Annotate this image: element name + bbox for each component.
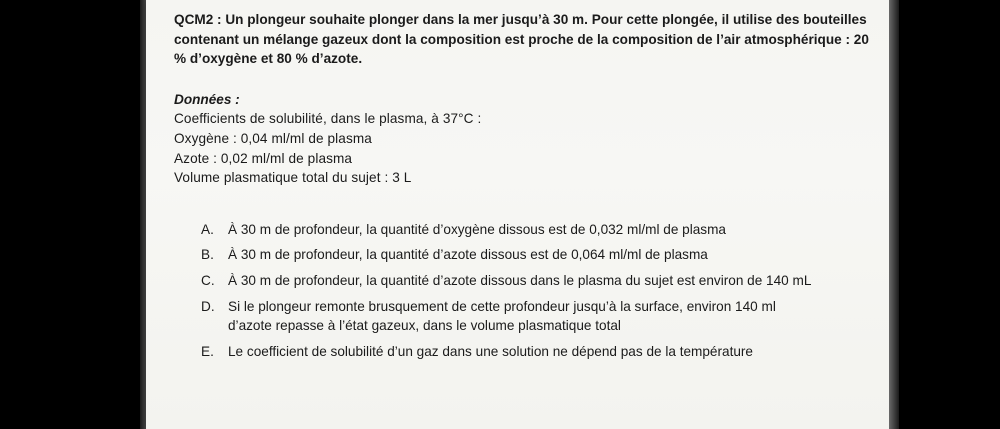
option-letter: A. <box>201 221 214 237</box>
donnees-heading: Données : <box>174 91 240 107</box>
donnees-line-volume: Volume plasmatique total du sujet : 3 L <box>174 170 412 186</box>
question-statement: QCM2 : Un plongeur souhaite plonger dans la mer jusqu’à 30 m. Pour cette plongée, il utilise des bouteilles contenant un mélange gazeux dont la composition est proche de la composition de l’air atmosphérique : 20 % d’oxygène et 80 % d’azote. <box>174 12 869 67</box>
donnees-line-solubility: Coefficients de solubilité, dans le plasma, à 37°C : <box>174 111 482 127</box>
option-letter: B. <box>201 247 214 263</box>
exam-question <box>174 10 874 367</box>
page-shadow-right <box>889 0 899 429</box>
option-text: Si le plongeur remonte brusquement de cette profondeur jusqu’à la surface, environ 140 ml d’azote repasse à l’état gazeux, dans le volume plasmatique total <box>228 298 776 334</box>
answer-option-b <box>174 245 874 265</box>
option-text: À 30 m de profondeur, la quantité d’azote dissous est de 0,064 ml/ml de plasma <box>228 247 708 263</box>
option-letter: E. <box>201 343 214 359</box>
option-text: Le coefficient de solubilité d’un gaz dans une solution ne dépend pas de la température <box>228 343 753 359</box>
option-letter: D. <box>201 298 215 314</box>
donnees-line-oxygen: Oxygène : 0,04 ml/ml de plasma <box>174 130 372 146</box>
option-letter: C. <box>201 272 215 288</box>
option-text: À 30 m de profondeur, la quantité d’oxygène dissous est de 0,032 ml/ml de plasma <box>228 221 726 237</box>
answer-option-d <box>174 297 874 336</box>
answer-option-e <box>174 342 874 362</box>
answer-options <box>174 220 874 362</box>
paper-page <box>146 0 891 429</box>
answer-option-a <box>174 220 874 240</box>
answer-option-c <box>174 271 874 291</box>
option-text: À 30 m de profondeur, la quantité d’azote dissous dans le plasma du sujet est environ de 140 mL <box>228 272 812 288</box>
donnees-line-nitrogen: Azote : 0,02 ml/ml de plasma <box>174 150 353 166</box>
